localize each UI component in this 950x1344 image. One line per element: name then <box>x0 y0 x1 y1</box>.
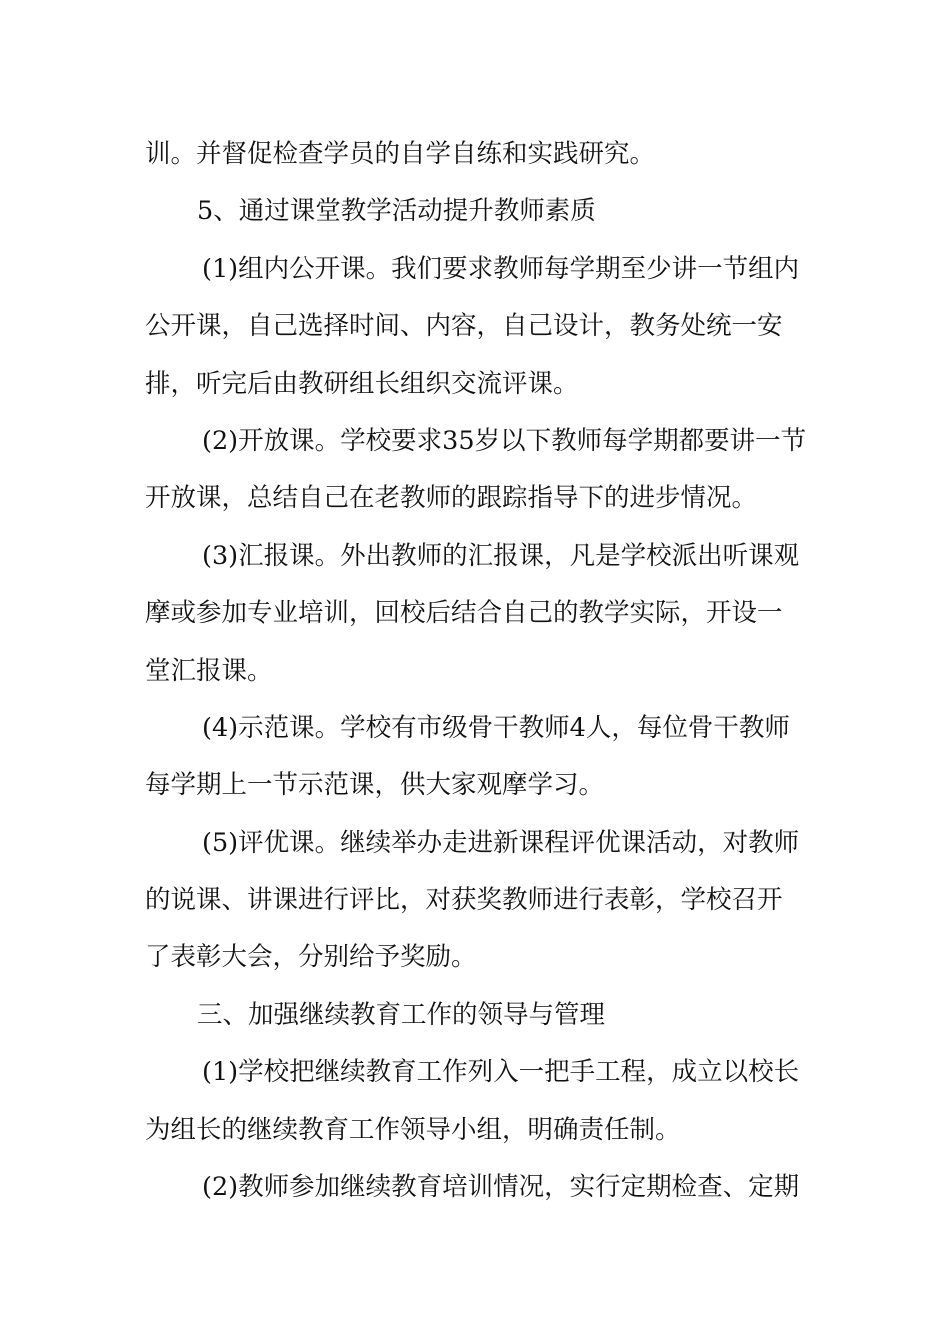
text-line: 为组长的继续教育工作领导小组，明确责任制。 <box>145 1114 681 1145</box>
text-line: 堂汇报课。 <box>145 655 273 686</box>
text-line: 开放课，总结自己在老教师的跟踪指导下的进步情况。 <box>145 483 758 514</box>
text-line: 了表彰大会，分别给予奖励。 <box>145 942 477 973</box>
paragraph-start: (4)示范课。学校有市级骨干教师4人，每位骨干教师 <box>202 712 790 743</box>
paragraph-start: (3)汇报课。外出教师的汇报课，凡是学校派出听课观 <box>202 540 800 571</box>
paragraph-start: (2)开放课。学校要求35岁以下教师每学期都要讲一节 <box>202 425 807 456</box>
text-line: 每学期上一节示范课，供大家观摩学习。 <box>145 770 605 801</box>
section-heading: 5、通过课堂教学活动提升教师素质 <box>197 196 596 227</box>
text-line: 训。并督促检查学员的自学自练和实践研究。 <box>145 139 656 169</box>
section-heading: 三、加强继续教育工作的领导与管理 <box>197 999 606 1030</box>
document-body <box>145 126 810 1216</box>
text-line: 排，听完后由教研组长组织交流评课。 <box>145 368 579 399</box>
paragraph-start: (1)学校把继续教育工作列入一把手工程，成立以校长 <box>202 1057 800 1088</box>
paragraph-start: (5)评优课。继续举办走进新课程评优课活动，对教师 <box>202 827 800 858</box>
text-line: 的说课、讲课进行评比，对获奖教师进行表彰，学校召开 <box>145 885 783 916</box>
text-line: 摩或参加专业培训，回校后结合自己的教学实际，开设一 <box>145 598 783 629</box>
paragraph-start: (2)教师参加继续教育培训情况，实行定期检查、定期 <box>202 1172 800 1203</box>
paragraph-start: (1)组内公开课。我们要求教师每学期至少讲一节组内 <box>202 253 800 284</box>
text-line: 公开课，自己选择时间、内容，自己设计，教务处统一安 <box>145 311 783 342</box>
